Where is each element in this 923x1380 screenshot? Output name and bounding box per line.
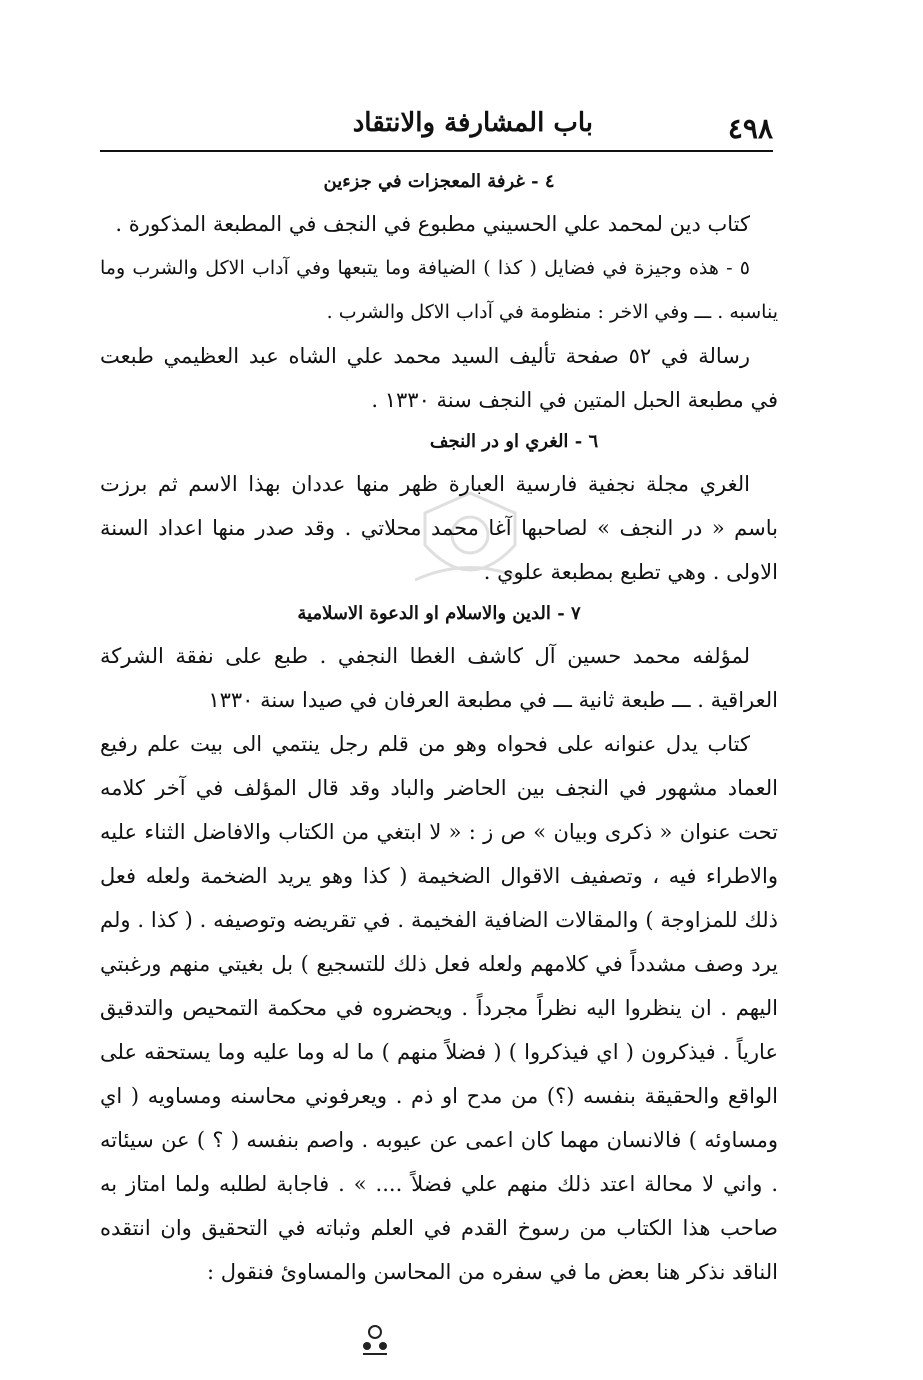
entry-heading-5: ٥ - هذه وجيزة في فضايل ( كذا ) الضيافة وما يتبعها وفي آداب الاكل والشرب وما يناسبه . ـــ وفي الاخر : منظومة في آداب الاكل والشرب .	[100, 257, 778, 323]
entry-paragraph: كتاب دين لمحمد علي الحسيني مطبوع في النجف في المطبعة المذكورة .	[115, 212, 750, 236]
ornament-icon	[355, 1318, 395, 1358]
entry-heading-7: ٧ - الدين والاسلام او الدعوة الاسلامية	[297, 603, 581, 624]
entry-heading-6: ٦ - الغري او در النجف	[429, 431, 599, 452]
page-header	[100, 92, 773, 152]
page-number: ٤٩٨	[727, 112, 773, 145]
entry-paragraph: كتاب يدل عنوانه على فحواه وهو من قلم رجل ينتمي الى بيت علم رفيع العماد مشهور في النجف بين الحاضر والباد وقد قال المؤلف في آخر كلامه تحت عنوان « ذكرى وبيان » ص ز : « لا ابتغي من الكتاب والافاضل الثناء عليه والاطراء فيه ، وتصفيف الاقوال الضخيمة ( كذا وهو يريد الضخمة ولعله فعل ذلك للمزاوجة ) والمقالات الضافية الفخيمة . في تقريضه وتوصيفه . ( كذا . ولم يرد وصف مشدداً في كلامهم ولعله فعل ذلك للتسجيع ) بل بغيتي منهم ورغبتي اليهم . ان ينظروا اليه نظراً مجرداً . ويحضروه في محكمة التمحيص والتدقيق عارياً . فيذكرون ( اي فيذكروا ) ( فضلاً منهم ) ما له وما عليه وما يستحقه على الواقع والحقيقة بنفسه (؟) من مدح او ذم . ويعرفوني محاسنه ومساويه ( اي ومساوئه ) فالانسان مهما كان اعمى عن عيوبه . واصم بنفسه ( ؟ ) عن سيئاته . واني لا محالة اعتد ذلك منهم علي فضلاً .... » . فاجابة لطلبه ولما امتاز به صاحب هذا الكتاب من رسوخ القدم في العلم وثباته في التحقيق وان انتقده الناقد نذكر هنا بعض ما في سفره من المحاسن والمساوئ فنقول :	[100, 732, 778, 1284]
running-title: باب المشارفة والانتقاد	[352, 108, 593, 138]
entry-heading-4: ٤ - غرفة المعجزات في جزءين	[323, 171, 555, 192]
entry-paragraph: الغري مجلة نجفية فارسية العبارة ظهر منها عددان بهذا الاسم ثم برزت باسم « در النجف » لصاحبها آغا محمد محلاتي . وقد صدر منها اعداد السنة الاولى . وهي تطبع بمطبعة علوي .	[100, 472, 778, 584]
header-rule	[100, 150, 773, 152]
entry-paragraph: لمؤلفه محمد حسين آل كاشف الغطا النجفي . طبع على نفقة الشركة العراقية . ـــ طبعة ثانية ـــ في مطبعة العرفان في صيدا سنة ١٣٣٠	[100, 644, 778, 712]
page-body	[100, 162, 778, 1294]
entry-paragraph: رسالة في ٥٢ صفحة تأليف السيد محمد علي الشاه عبد العظيمي طبعت في مطبعة الحبل المتين في النجف سنة ١٣٣٠ .	[100, 344, 778, 412]
